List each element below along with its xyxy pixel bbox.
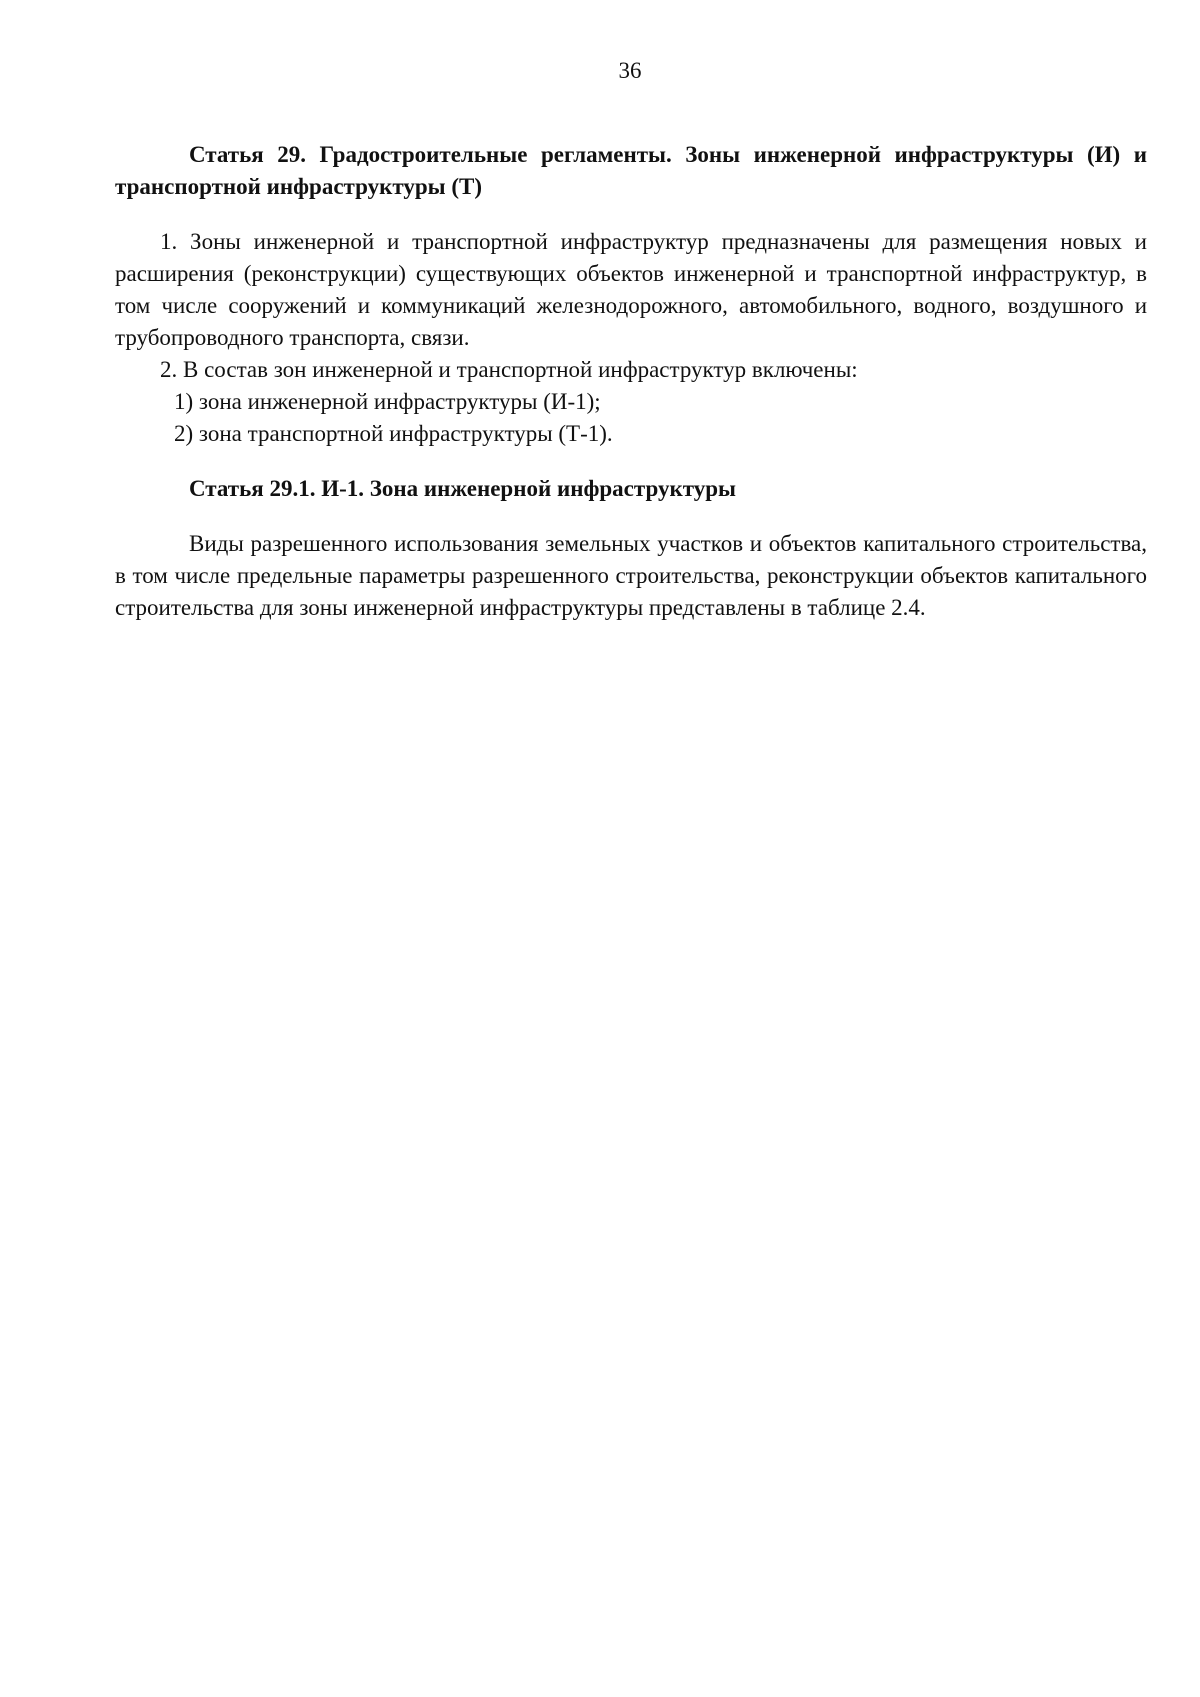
- article-29-paragraph-1: 1. Зоны инженерной и транспортной инфраструктур предназначены для размещения новых и расширения (реконструкции) существующих объектов инженерной и транспортной инфраструктур, в том числе сооружений и коммуникаций железнодорожного, автомобильного, водного, воздушного и трубопроводного транспорта, связи.: [115, 229, 1147, 350]
- article-29-1-heading: Статья 29.1. И-1. Зона инженерной инфраструктуры: [189, 476, 736, 501]
- page-number: 36: [618, 58, 642, 83]
- article-29-heading: Статья 29. Градостроительные регламенты. Зоны инженерной инфраструктуры (И) и транспортной инфраструктуры (Т): [115, 142, 1147, 199]
- article-29-1-paragraph: Виды разрешенного использования земельных участков и объектов капитального строительства, в том числе предельные параметры разрешенного строительства, реконструкции объектов капитального строительства для зоны инженерной инфраструктуры представлены в таблице 2.4.: [115, 531, 1147, 620]
- list-item-zone-i1: 1) зона инженерной инфраструктуры (И-1);: [174, 389, 601, 414]
- list-item-zone-t1: 2) зона транспортной инфраструктуры (Т-1).: [174, 421, 613, 446]
- document-body: [115, 139, 1147, 624]
- article-29-paragraph-2: 2. В состав зон инженерной и транспортной инфраструктур включены:: [160, 357, 858, 382]
